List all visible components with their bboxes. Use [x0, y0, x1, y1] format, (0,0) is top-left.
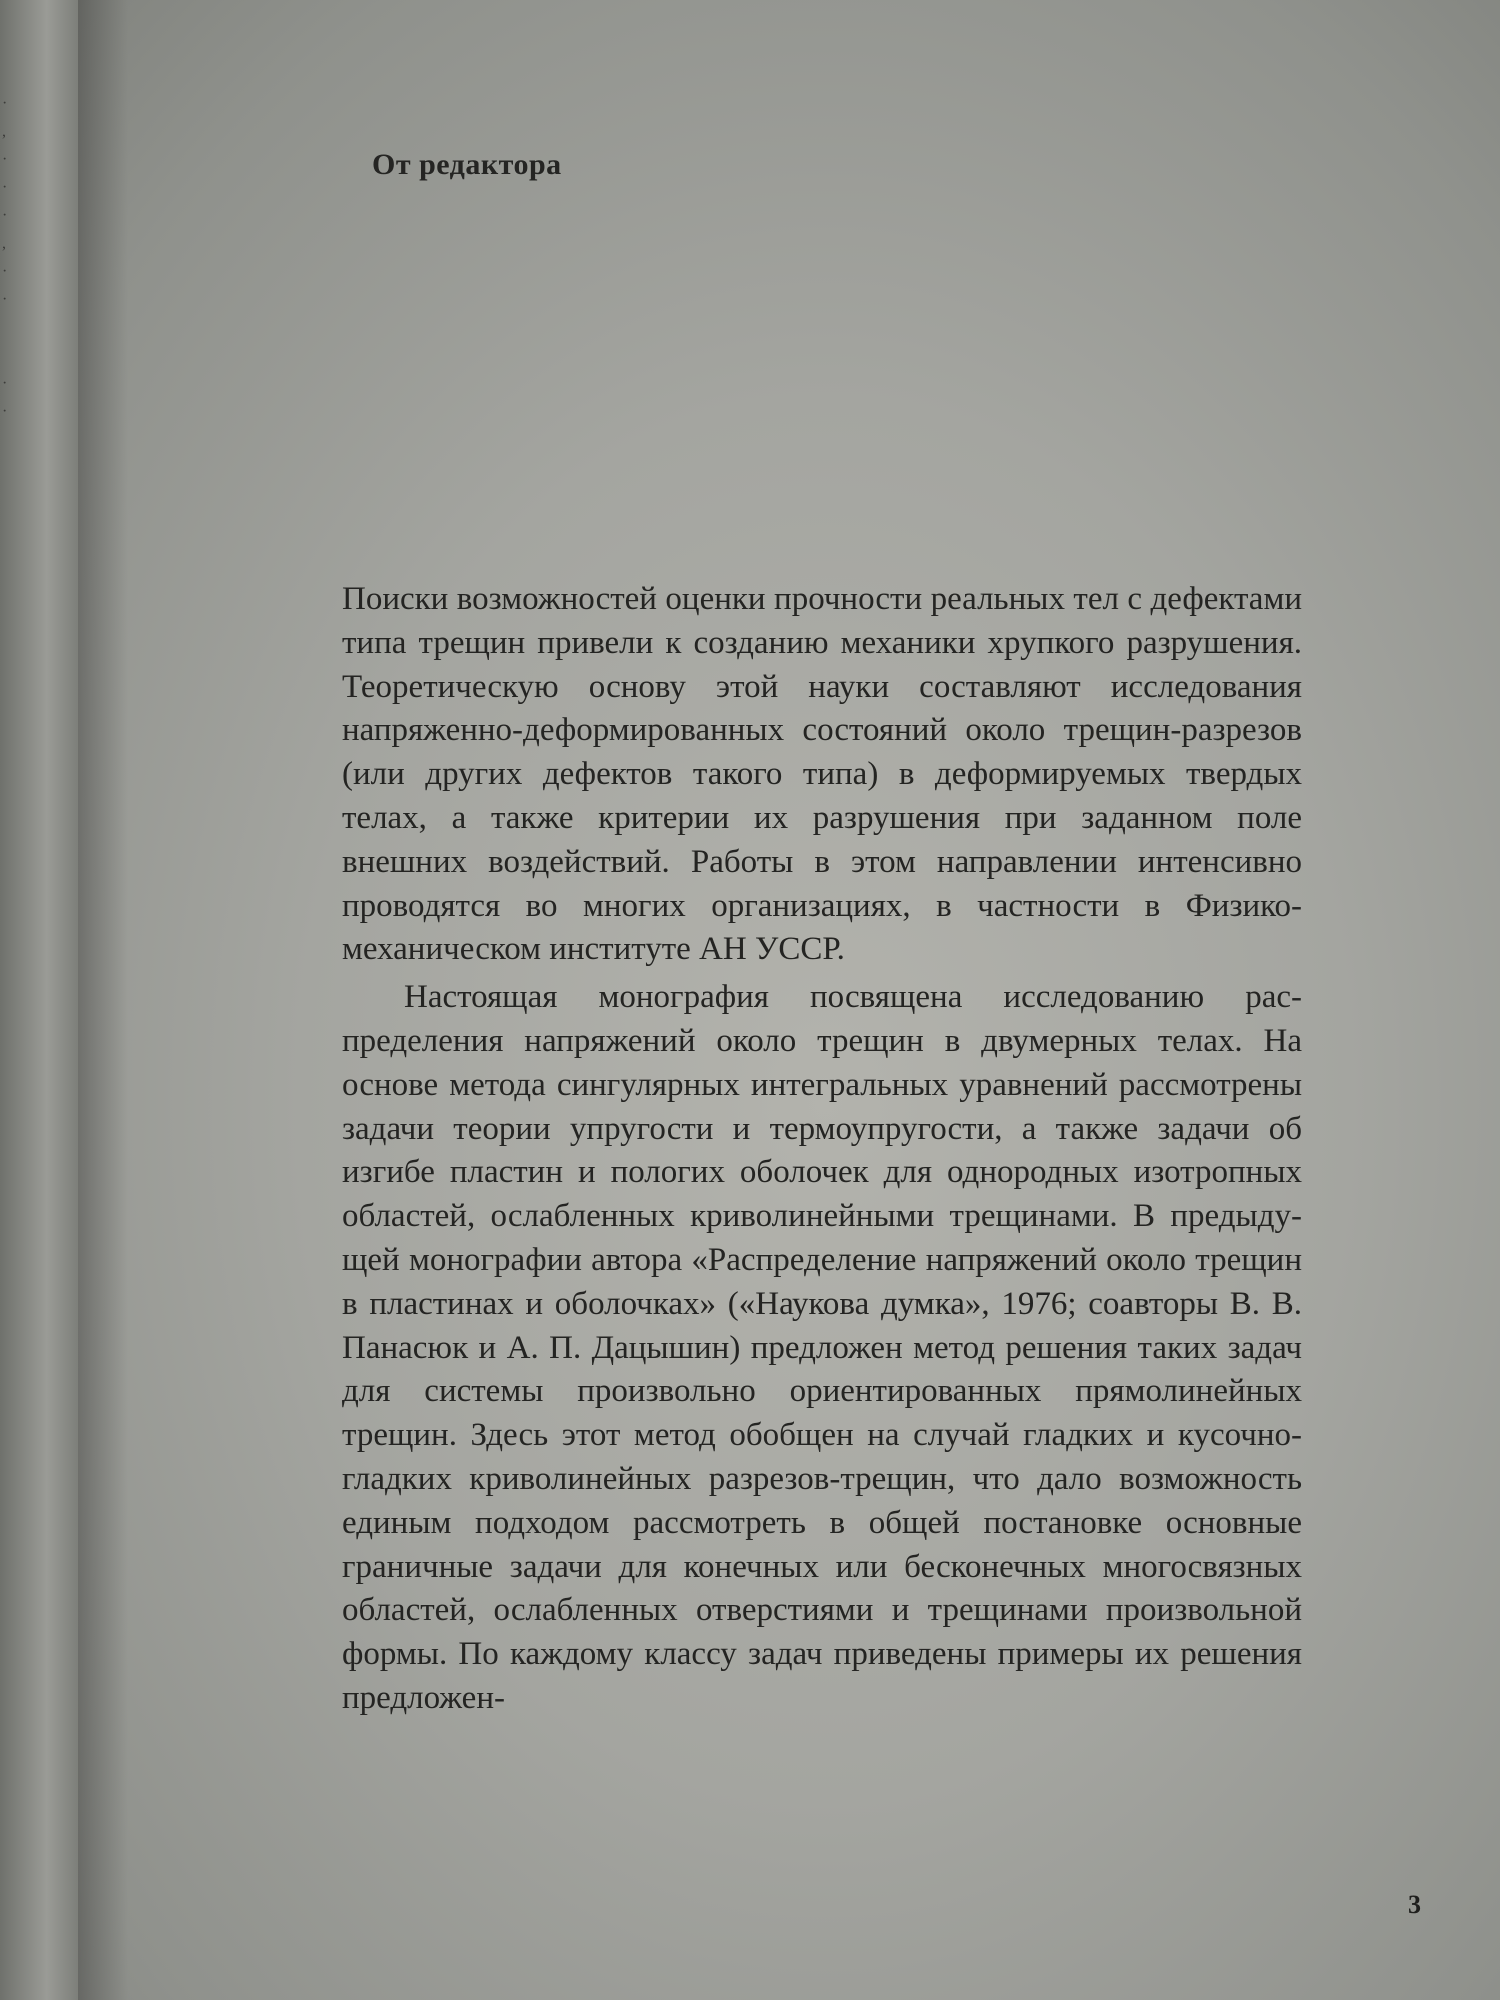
book-page — [80, 0, 1500, 2000]
paragraph-1: Поиски возможностей оценки прочности реальных тел с дефектами типа трещин привели к созданию механики хрупкого разрушения. Теоретическую основу этой науки составляют исследования напряженно-деформированных состояний около трещин-разрезов (или других дефектов такого типа) в деформируемых твердых телах, а также критерии их разрушения при заданном поле внешних воздействий. Работы в этом направлении интенсивно проводятся во многих организациях, в частности в Физико-механическом институте АН УССР. — [342, 581, 1302, 968]
adjacent-page-text-fragments: · , · · · , · · · · — [2, 95, 8, 420]
paragraph-2: Настоящая монография посвящена исследованию распределения напряжений около трещин в двумерных телах. На основе метода сингулярных интегральных уравнений рассмотрены задачи теории упругости и термоупругости, а также задачи об изгибе пластин и пологих оболочек для однородных изотропных областей, ослабленных криволинейными трещинами. В предыдущей монографии автора «Распределение напряжений около трещин в пластинах и оболочках» («Наукова думка», 1976; соавторы В. В. Панасюк и А. П. Дацышин) предложен метод решения таких задач для системы произвольно ориентированных прямолинейных трещин. Здесь этот метод обобщен на случай гладких и кусочногладких криволинейных разрезов-трещин, что дало возможность единым подходом рассмотреть в общей постановке основные граничные задачи для конечных или бесконечных многосвязных областей, ослабленных отверстиями и трещинами произвольной формы. По каждому классу задач приведены примеры их решения предложен- — [342, 979, 1302, 1716]
section-heading: От редактора — [372, 148, 562, 181]
adjacent-page-edge — [0, 0, 78, 2000]
page-number: 3 — [1408, 1890, 1421, 1919]
body-text — [342, 578, 1302, 1721]
